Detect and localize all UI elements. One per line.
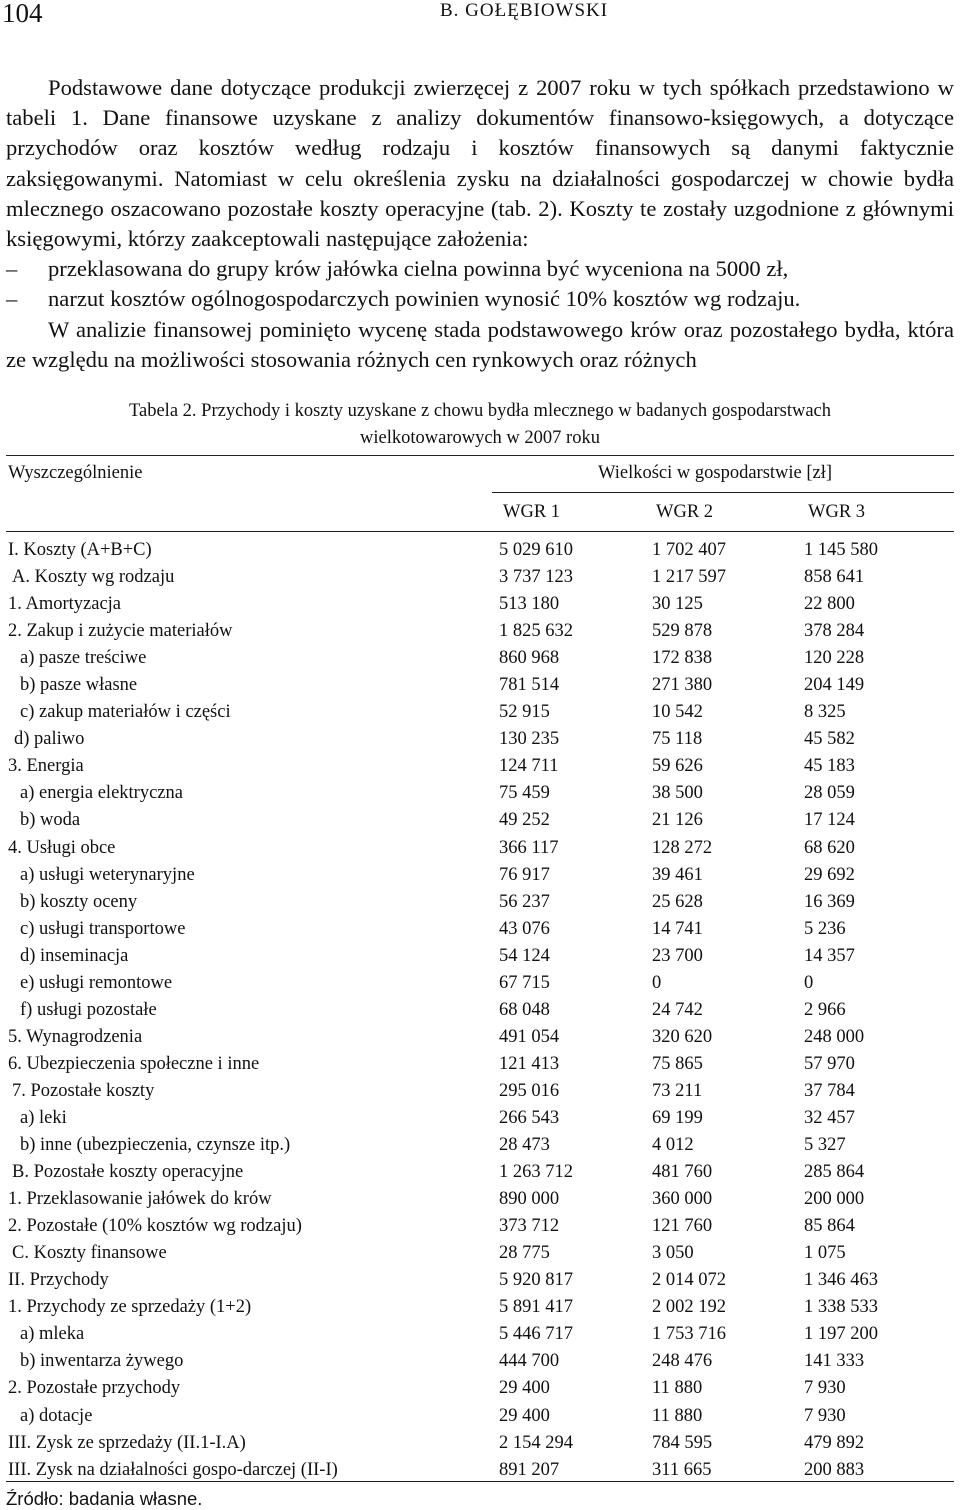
cell-wgr2: 1 217 597	[652, 567, 726, 588]
table-row	[6, 1078, 954, 1105]
row-label: a) leki	[20, 1107, 67, 1128]
row-label: a) usługi weterynaryjne	[20, 864, 195, 885]
table-row	[6, 916, 954, 943]
table-row	[6, 618, 954, 645]
cell-wgr1: 76 917	[499, 864, 550, 885]
row-label: 2. Pozostałe przychody	[8, 1378, 181, 1399]
row-label: b) koszty oceny	[20, 891, 138, 912]
cell-wgr2: 21 126	[652, 810, 703, 831]
cell-wgr3: 32 457	[804, 1107, 855, 1128]
cell-wgr1: 29 400	[499, 1405, 550, 1426]
cell-wgr2: 2 014 072	[652, 1270, 726, 1291]
caption-line-1: Tabela 2. Przychody i koszty uzyskane z chowu bydła mlecznego w badanych gospodarstwach	[129, 401, 831, 421]
row-label: c) usługi transportowe	[20, 918, 186, 939]
cell-wgr2: 128 272	[652, 837, 713, 858]
cell-wgr1: 5 446 717	[499, 1324, 573, 1345]
table-row	[6, 1267, 954, 1294]
cell-wgr3: 5 327	[804, 1135, 846, 1156]
table-row	[6, 645, 954, 672]
table-caption	[0, 398, 960, 452]
cell-wgr1: 1 825 632	[499, 621, 573, 642]
column-label: Wyszczególnienie	[8, 463, 143, 483]
cell-wgr3: 1 145 580	[804, 540, 878, 560]
paragraph-2: W analizie finansowej pominięto wycenę stada podstawowego krów oraz pozostałego bydła, która ze względu na możliwości stosowania różnych cen rynkowych oraz różnych	[6, 316, 954, 372]
page-header	[0, 0, 960, 30]
row-label: b) inne (ubezpieczenia, czynsze itp.)	[20, 1135, 291, 1156]
row-label: c) zakup materiałów i części	[20, 702, 231, 723]
table-row	[6, 726, 954, 753]
cell-wgr3: 37 784	[804, 1080, 855, 1101]
cell-wgr1: 373 712	[499, 1216, 560, 1237]
cell-wgr2: 311 665	[652, 1459, 712, 1480]
group-header: Wielkości w gospodarstwie [zł]	[598, 463, 833, 483]
cell-wgr1: 28 775	[499, 1243, 550, 1264]
cell-wgr3: 14 357	[804, 945, 855, 966]
cell-wgr1: 444 700	[499, 1351, 560, 1372]
cell-wgr1: 890 000	[499, 1189, 560, 1210]
cell-wgr1: 2 154 294	[499, 1432, 573, 1453]
table-row	[6, 753, 954, 780]
cell-wgr1: 491 054	[499, 1026, 560, 1047]
bullet-text-2: narzut kosztów ogólnogospodarczych powinien wynosić 10% kosztów wg rodzaju.	[48, 286, 801, 312]
row-label: III. Zysk na działalności gospo-darczej (II-I)	[8, 1459, 338, 1480]
cell-wgr1: 28 473	[499, 1135, 550, 1156]
row-label: 5. Wynagrodzenia	[8, 1026, 143, 1047]
table-row	[6, 1457, 954, 1484]
row-label: d) paliwo	[14, 729, 85, 750]
row-label: a) mleka	[20, 1324, 85, 1345]
table-row	[6, 1348, 954, 1375]
cell-wgr3: 248 000	[804, 1026, 865, 1047]
row-label: a) energia elektryczna	[20, 783, 183, 804]
cell-wgr3: 200 883	[804, 1459, 865, 1480]
table-row	[6, 780, 954, 807]
column-header-wgr1: WGR 1	[503, 502, 561, 522]
cell-wgr1: 56 237	[499, 891, 550, 912]
row-label: 1. Przeklasowanie jałówek do krów	[8, 1189, 272, 1210]
cell-wgr3: 141 333	[804, 1351, 865, 1372]
table-row	[6, 862, 954, 889]
cell-wgr2: 14 741	[652, 918, 703, 939]
cell-wgr1: 891 207	[499, 1459, 560, 1480]
row-label: 1. Przychody ze sprzedaży (1+2)	[8, 1297, 252, 1318]
table-body	[6, 537, 954, 1484]
cell-wgr3: 5 236	[804, 918, 846, 939]
cell-wgr1: 43 076	[499, 918, 550, 939]
table-row	[6, 537, 954, 564]
cell-wgr2: 73 211	[652, 1080, 703, 1101]
cell-wgr1: 67 715	[499, 972, 550, 993]
cell-wgr2: 529 878	[652, 621, 713, 642]
row-label: B. Pozostałe koszty operacyjne	[12, 1162, 244, 1183]
table-row	[6, 1132, 954, 1159]
cell-wgr2: 0	[652, 972, 662, 993]
column-header-wgr2: WGR 2	[656, 502, 714, 522]
row-label: II. Przychody	[8, 1270, 109, 1291]
cell-wgr1: 1 263 712	[499, 1162, 573, 1183]
cell-wgr3: 45 582	[804, 729, 855, 750]
cell-wgr3: 22 800	[804, 594, 855, 615]
row-label: b) inwentarza żywego	[20, 1351, 184, 1372]
cell-wgr2: 38 500	[652, 783, 703, 804]
row-label: III. Zysk ze sprzedaży (II.1-I.A)	[8, 1432, 246, 1453]
cell-wgr3: 200 000	[804, 1189, 865, 1210]
cell-wgr2: 1 702 407	[652, 540, 726, 560]
cell-wgr3: 120 228	[804, 648, 865, 669]
cell-wgr3: 17 124	[804, 810, 855, 831]
cell-wgr2: 59 626	[652, 756, 703, 777]
table-row	[6, 1430, 954, 1457]
cell-wgr3: 204 149	[804, 675, 865, 696]
cell-wgr1: 860 968	[499, 648, 560, 669]
cell-wgr3: 0	[804, 972, 814, 993]
cell-wgr1: 124 711	[499, 756, 559, 777]
row-label: f) usługi pozostałe	[20, 999, 157, 1020]
cell-wgr1: 5 920 817	[499, 1270, 573, 1291]
cell-wgr1: 5 891 417	[499, 1297, 573, 1318]
table-row	[6, 1159, 954, 1186]
cell-wgr1: 3 737 123	[499, 567, 573, 588]
row-label: a) dotacje	[20, 1405, 93, 1426]
row-label: a) pasze treściwe	[20, 648, 147, 669]
cell-wgr1: 49 252	[499, 810, 550, 831]
cell-wgr2: 4 012	[652, 1135, 694, 1156]
bullet-text-1: przeklasowana do grupy krów jałówka cielna powinna być wyceniona na 5000 zł,	[48, 256, 789, 282]
cell-wgr3: 1 075	[804, 1243, 846, 1264]
table-row	[6, 835, 954, 862]
table-row	[6, 1294, 954, 1321]
cell-wgr2: 23 700	[652, 945, 703, 966]
cell-wgr2: 360 000	[652, 1189, 713, 1210]
row-label: 1. Amortyzacja	[8, 594, 122, 615]
cell-wgr2: 75 865	[652, 1053, 703, 1074]
cell-wgr2: 39 461	[652, 864, 703, 885]
cell-wgr3: 285 864	[804, 1162, 865, 1183]
cell-wgr1: 121 413	[499, 1053, 560, 1074]
cell-wgr3: 479 892	[804, 1432, 865, 1453]
cell-wgr3: 28 059	[804, 783, 855, 804]
cell-wgr3: 85 864	[804, 1216, 855, 1237]
column-header-wgr3: WGR 3	[808, 502, 866, 522]
group-header-rule	[492, 492, 954, 493]
cell-wgr2: 3 050	[652, 1243, 694, 1264]
table-row	[6, 1051, 954, 1078]
cell-wgr2: 320 620	[652, 1026, 713, 1047]
cell-wgr3: 2 966	[804, 999, 846, 1020]
cell-wgr1: 68 048	[499, 999, 550, 1020]
cell-wgr3: 29 692	[804, 864, 855, 885]
cell-wgr3: 1 346 463	[804, 1270, 878, 1291]
cell-wgr2: 24 742	[652, 999, 703, 1020]
cell-wgr3: 57 970	[804, 1053, 855, 1074]
bullet-item-2	[6, 284, 954, 314]
cell-wgr2: 2 002 192	[652, 1297, 726, 1318]
table-row	[6, 1375, 954, 1402]
row-label: 6. Ubezpieczenia społeczne i inne	[8, 1053, 260, 1074]
cell-wgr3: 858 641	[804, 567, 865, 588]
cell-wgr3: 1 338 533	[804, 1297, 878, 1318]
cell-wgr2: 784 595	[652, 1432, 713, 1453]
cell-wgr1: 5 029 610	[499, 540, 573, 560]
table-source: Źródło: badania własne.	[6, 1488, 203, 1509]
row-label: A. Koszty wg rodzaju	[12, 567, 175, 588]
row-label: C. Koszty finansowe	[12, 1243, 167, 1264]
cell-wgr2: 248 476	[652, 1351, 713, 1372]
cell-wgr3: 7 930	[804, 1405, 846, 1426]
row-label: I. Koszty (A+B+C)	[8, 540, 152, 560]
cell-wgr2: 271 380	[652, 675, 713, 696]
cell-wgr2: 172 838	[652, 648, 713, 669]
cell-wgr1: 130 235	[499, 729, 560, 750]
cell-wgr2: 11 880	[652, 1378, 703, 1399]
cell-wgr3: 45 183	[804, 756, 855, 777]
cell-wgr3: 8 325	[804, 702, 846, 723]
cell-wgr1: 54 124	[499, 945, 550, 966]
table-row	[6, 1240, 954, 1267]
table-row	[6, 1403, 954, 1430]
row-label: 2. Pozostałe (10% kosztów wg rodzaju)	[8, 1216, 302, 1237]
cell-wgr1: 366 117	[499, 837, 559, 858]
table-row	[6, 1105, 954, 1132]
body-text	[6, 73, 954, 375]
cell-wgr2: 69 199	[652, 1107, 703, 1128]
cell-wgr3: 68 620	[804, 837, 855, 858]
cell-wgr2: 1 753 716	[652, 1324, 726, 1345]
row-label: b) woda	[20, 810, 81, 831]
cell-wgr1: 75 459	[499, 783, 550, 804]
table-row	[6, 1321, 954, 1348]
row-label: e) usługi remontowe	[20, 972, 173, 993]
row-label: 2. Zakup i zużycie materiałów	[8, 621, 233, 642]
table-row	[6, 889, 954, 916]
cell-wgr2: 481 760	[652, 1162, 713, 1183]
cell-wgr1: 29 400	[499, 1378, 550, 1399]
table-row	[6, 672, 954, 699]
table-row	[6, 699, 954, 726]
dash-marker: –	[6, 256, 18, 282]
dash-marker: –	[6, 286, 18, 312]
table-row	[6, 1024, 954, 1051]
table-row	[6, 564, 954, 591]
cell-wgr3: 378 284	[804, 621, 865, 642]
table-row	[6, 591, 954, 618]
cell-wgr2: 25 628	[652, 891, 703, 912]
header-bottom-rule	[6, 531, 954, 532]
cell-wgr1: 52 915	[499, 702, 550, 723]
cell-wgr2: 11 880	[652, 1405, 703, 1426]
cell-wgr3: 1 197 200	[804, 1324, 878, 1345]
table-row	[6, 807, 954, 834]
table-row	[6, 997, 954, 1024]
cell-wgr2: 75 118	[652, 729, 703, 750]
paragraph-1: Podstawowe dane dotyczące produkcji zwierzęcej z 2007 roku w tych spółkach przedstawiono w tabeli 1. Dane finansowe uzyskane z analizy dokumentów finansowo-księgowych, a dotyczące przychodów oraz kosztów według rodzaju i kosztów finansowych są danymi faktycznie zaksięgowanymi. Natomiast w celu określenia zysku na działalności gospodarczej w chowie bydła mlecznego oszacowano pozostałe koszty operacyjne (tab. 2). Koszty te zostały uzgodnione z głównymi księgowymi, którzy zaakceptowali następujące założenia:	[6, 75, 954, 252]
row-label: 4. Usługi obce	[8, 837, 116, 858]
row-label: d) inseminacja	[20, 945, 129, 966]
cell-wgr3: 16 369	[804, 891, 855, 912]
table-top-rule	[6, 455, 954, 456]
cell-wgr1: 266 543	[499, 1107, 560, 1128]
row-label: b) pasze własne	[20, 675, 138, 696]
bullet-item-1	[6, 254, 954, 284]
running-head: B. GOŁĘBIOWSKI	[440, 0, 609, 21]
table-bottom-rule	[6, 1481, 954, 1482]
cell-wgr1: 781 514	[499, 675, 560, 696]
cell-wgr2: 10 542	[652, 702, 703, 723]
table-row	[6, 1186, 954, 1213]
caption-line-2: wielkotowarowych w 2007 roku	[360, 428, 600, 448]
row-label: 3. Energia	[8, 756, 84, 777]
cell-wgr2: 30 125	[652, 594, 703, 615]
cell-wgr1: 513 180	[499, 594, 560, 615]
table-row	[6, 943, 954, 970]
cell-wgr2: 121 760	[652, 1216, 713, 1237]
table-row	[6, 970, 954, 997]
table-row	[6, 1213, 954, 1240]
page-number: 104	[2, 0, 43, 28]
cell-wgr3: 7 930	[804, 1378, 846, 1399]
row-label: 7. Pozostałe koszty	[12, 1080, 155, 1101]
cell-wgr1: 295 016	[499, 1080, 560, 1101]
